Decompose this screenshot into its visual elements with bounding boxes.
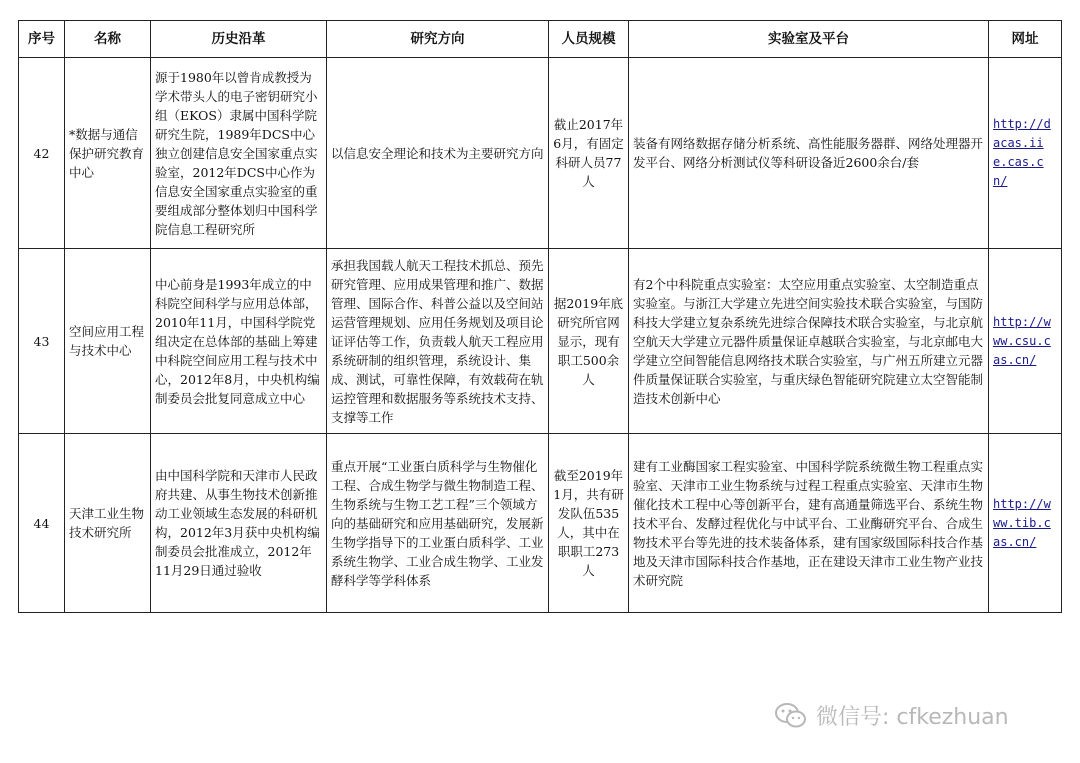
header-num: 序号 <box>19 21 65 58</box>
header-url: 网址 <box>989 21 1062 58</box>
row-direction: 重点开展“工业蛋白质科学与生物催化工程、合成生物学与微生物制造工程、生物系统与生物工艺工程”三个领域方向的基础研究和应用基础研究，发展新生物学指导下的工业蛋白质科学、工业系统生物学、工业合成生物学、工业发酵科学等学科体系 <box>327 434 549 613</box>
watermark-text: 微信号: cfkezhuan <box>816 705 1009 730</box>
row-scale: 截止2017年6月，有固定科研人员77人 <box>549 58 629 249</box>
table-header-row <box>19 21 1062 58</box>
row-labs: 建有工业酶国家工程实验室、中国科学院系统微生物工程重点实验室、天津市工业生物系统与过程工程重点实验室、天津市生物催化技术工程中心等创新平台，建有高通量筛选平台、系统生物技术平台、发酵过程优化与中试平台、工业酶研究平台、合成生物技术平台等先进的技术装备体系，建有国家级国际科技合作基地及天津市国际科技合作基地，正在建设天津市工业生物产业技术研究院 <box>629 434 989 613</box>
row-history: 由中国科学院和天津市人民政府共建、从事生物技术创新推动工业领域生态发展的科研机构，2012年3月获中央机构编制委员会批准成立，2012年11月29日通过验收 <box>151 434 327 613</box>
row-name: 天津工业生物技术研究所 <box>65 434 151 613</box>
row-direction: 以信息安全理论和技术为主要研究方向 <box>327 58 549 249</box>
table-row <box>19 434 1062 613</box>
header-labs: 实验室及平台 <box>629 21 989 58</box>
row-name: 空间应用工程与技术中心 <box>65 249 151 434</box>
institutes-table <box>18 20 1062 613</box>
row-labs: 装备有网络数据存储分析系统、高性能服务器群、网络处理器开发平台、网络分析测试仪等科研设备近2600余台/套 <box>629 58 989 249</box>
row-url-link[interactable]: http://www.tib.cas.cn/ <box>989 434 1062 613</box>
header-history: 历史沿革 <box>151 21 327 58</box>
wechat-watermark <box>774 700 1009 731</box>
row-url-link[interactable]: http://dacas.iie.cas.cn/ <box>989 58 1062 249</box>
row-url-link[interactable]: http://www.csu.cas.cn/ <box>989 249 1062 434</box>
row-direction: 承担我国载人航天工程技术抓总、预先研究管理、应用成果管理和推广、数据管理、国际合作、科普公益以及空间站运营管理规划、应用任务规划及项目论证评估等工作，负责载人航天工程应用系统研制的组织管理，系统设计、集成、测试，可靠性保障，有效载荷在轨运控管理和数据服务等系统技术支持、支撑等工作 <box>327 249 549 434</box>
row-num: 44 <box>19 434 65 613</box>
row-history: 中心前身是1993年成立的中科院空间科学与应用总体部，2010年11月，中国科学院党组决定在总体部的基础上筹建中科院空间应用工程与技术中心，2012年8月，中央机构编制委员会批复同意成立中心 <box>151 249 327 434</box>
row-num: 43 <box>19 249 65 434</box>
header-scale: 人员规模 <box>549 21 629 58</box>
header-direction: 研究方向 <box>327 21 549 58</box>
row-scale: 截至2019年1月，共有研发队伍535人，其中在职职工273人 <box>549 434 629 613</box>
row-num: 42 <box>19 58 65 249</box>
row-scale: 据2019年底研究所官网显示，现有职工500余人 <box>549 249 629 434</box>
table-row <box>19 58 1062 249</box>
row-labs: 有2个中科院重点实验室：太空应用重点实验室、太空制造重点实验室。与浙江大学建立先进空间实验技术联合实验室，与国防科技大学建立复杂系统先进综合保障技术联合实验室，与北京航空航天大学建立元器件质量保证卓越联合实验室，与北京邮电大学建立空间智能信息网络技术联合实验室，与广州五所建立元器件质量保证联合实验室，与重庆绿色智能研究院建立太空智能制造技术创新中心 <box>629 249 989 434</box>
wechat-icon <box>774 702 808 730</box>
table-row <box>19 249 1062 434</box>
header-name: 名称 <box>65 21 151 58</box>
row-name: *数据与通信保护研究教育中心 <box>65 58 151 249</box>
row-history: 源于1980年以曾肯成教授为学术带头人的电子密钥研究小组（EKOS）隶属中国科学院研究生院，1989年DCS中心独立创建信息安全国家重点实验室，2012年DCS中心作为信息安全国家重点实验室的重要组成部分整体划归中国科学院信息工程研究所 <box>151 58 327 249</box>
